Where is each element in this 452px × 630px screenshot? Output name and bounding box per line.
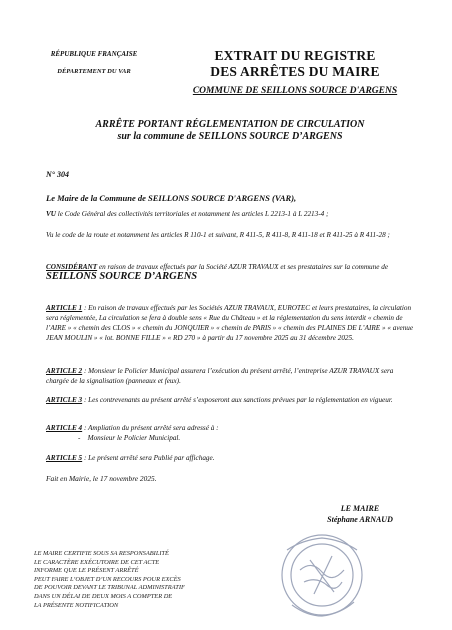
certification-line: LE CARACTÈRE EXÉCUTOIRE DE CET ACTE <box>34 558 160 566</box>
article-2 <box>46 366 414 386</box>
considerant-text: en raison de travaux effectués par la Société AZUR TRAVAUX et ses prestataires sur la commune de <box>97 263 389 271</box>
certification-block <box>34 550 254 610</box>
republique-header: RÉPUBLIQUE FRANÇAISE <box>50 50 138 58</box>
vu-paragraph-2: Vu le code de la route et notamment les articles R 110-1 et suivant, R 411-5, R 411-8, R 411-18 et R 411-25 à R 411-28 ; <box>46 231 390 239</box>
fait-en-mairie: Fait en Mairie, le 17 novembre 2025. <box>46 474 157 483</box>
maire-intro: Le Maire de la Commune de SEILLONS SOURCE D'ARGENS (VAR), <box>46 193 297 203</box>
extrait-title-line2: DES ARRÊTES DU MAIRE <box>210 64 380 79</box>
certification-line: LE MAIRE CERTIFIE SOUS SA RESPONSABILITÉ <box>34 550 169 557</box>
article-label: ARTICLE 5 <box>46 454 83 462</box>
article-text: : Monsieur le Policier Municipal assurera l’exécution du présent arrêté, l’entreprise AZUR TRAVAUX sera chargée de la signalisation (panneaux et feux). <box>46 367 394 385</box>
arrete-title-line2: sur la commune de SEILLONS SOURCE D’ARGENS <box>117 131 343 142</box>
departement-header: DÉPARTEMENT DU VAR <box>57 68 131 75</box>
arrete-title-line1: ARRÊTE PORTANT RÉGLEMENTATION DE CIRCULATION <box>95 119 365 130</box>
article-label: ARTICLE 2 <box>46 367 83 375</box>
certification-line: LA PRÉSENTE NOTIFICATION <box>34 601 119 609</box>
vu-text: le Code Général des collectivités territoriales et notamment les articles L 2213-1 à L 2213-4 ; <box>56 210 329 218</box>
recipient-text: Monsieur le Policier Municipal. <box>87 434 181 442</box>
considerant-label: CONSIDÉRANT <box>46 263 98 271</box>
article-label: ARTICLE 3 <box>46 396 83 404</box>
article-text: : En raison de travaux effectués par les Sociétés AZUR TRAVAUX, EUROTEC et leurs prestataires, la circulation sera réglementée, La circulation se fera à double sens « Rue du Château » et la réglementation du sens interdit « chemin de l’AIRE » « chemin des CLOS » « chemin du JONQUIER » « chemin de PARIS » « chemin des PLAINES DE L’AIRE » « avenue JEAN MOULIN » « lot. BONNE FILLE » « RD 270 » à partir du 17 novembre 2025 au 31 décembre 2025. <box>46 304 414 342</box>
extrait-title-line1: EXTRAIT DU REGISTRE <box>214 48 376 63</box>
certification-line: DANS UN DÉLAI DE DEUX MOIS A COMPTER DE <box>34 592 173 600</box>
article-text: : Ampliation du présent arrêté sera adressé à : <box>82 424 219 432</box>
article-1 <box>46 303 414 343</box>
arrete-number: N° 304 <box>46 170 69 179</box>
dash-bullet: - <box>78 434 88 442</box>
signature-title: LE MAIRE <box>340 504 380 513</box>
vu-paragraph-1 <box>46 209 414 219</box>
article-5 <box>46 453 414 463</box>
article-4-recipient <box>78 434 180 442</box>
signature-name: Stéphane ARNAUD <box>327 515 393 524</box>
article-label: ARTICLE 4 <box>46 424 83 432</box>
commune-heading: COMMUNE DE SEILLONS SOURCE D'ARGENS <box>192 86 398 96</box>
article-text: : Le présent arrêté sera Publié par affichage. <box>82 454 215 462</box>
article-3 <box>46 395 414 405</box>
article-4 <box>46 423 414 433</box>
certification-line: DE POUVOIR DEVANT LE TRIBUNAL ADMINISTRATIF <box>34 584 185 592</box>
mairie-seal-stamp <box>262 520 382 620</box>
considerant-commune: SEILLONS SOURCE D’ARGENS <box>46 271 198 282</box>
considerant-paragraph <box>46 262 414 282</box>
certification-line: INFORME QUE LE PRÉSENT ARRÊTÉ <box>34 567 139 575</box>
vu-label: VU <box>46 210 56 218</box>
certification-line: PEUT FAIRE L’OBJET D’UN RECOURS POUR EXCÈS <box>34 575 181 583</box>
article-text: : Les contrevenants au présent arrêté s’exposeront aux sanctions prévues par la réglementation en vigueur. <box>82 396 393 404</box>
article-label: ARTICLE 1 <box>46 304 83 312</box>
